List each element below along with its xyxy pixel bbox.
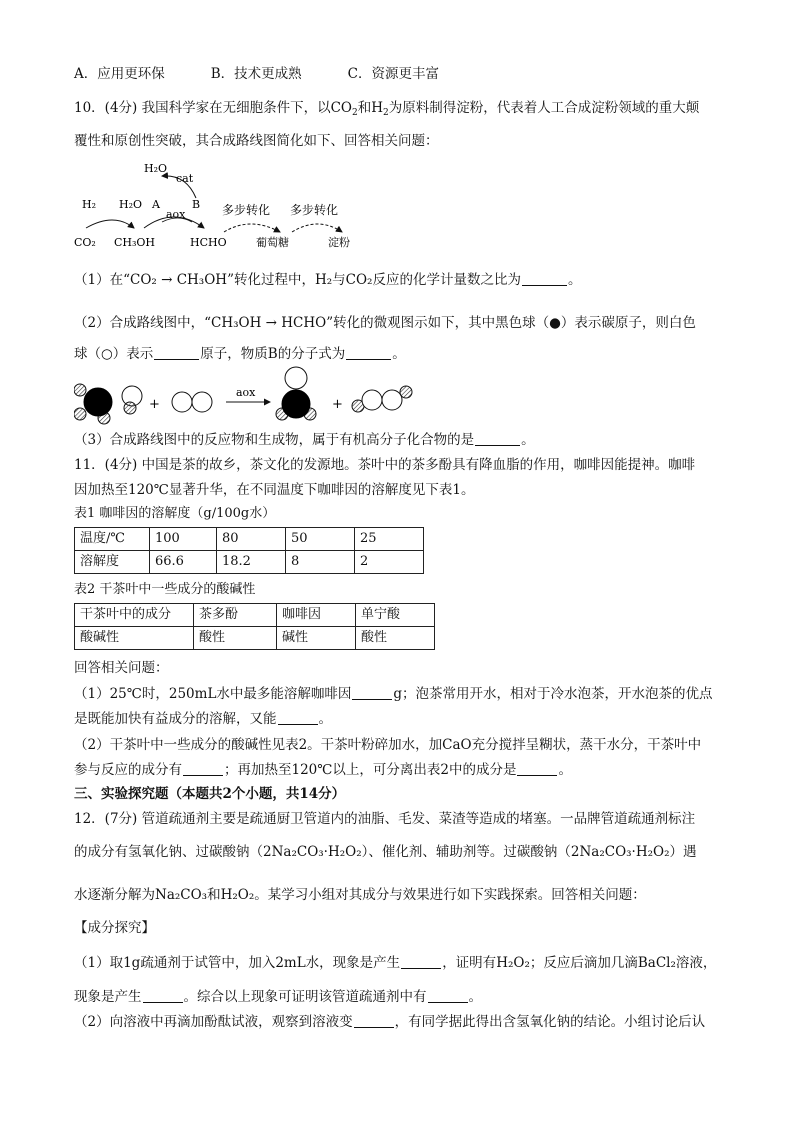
table-cell: 50 xyxy=(286,528,355,551)
table-cell: 酸性 xyxy=(356,627,435,650)
route-cat: cat xyxy=(176,172,194,185)
table2-caption: 表2 干茶叶中一些成分的酸碱性 xyxy=(74,582,256,597)
q11-sub1-line1: （1）25℃时，250mL水中最多能溶解咖啡因 g；泡茶常用开水，相对于冷水泡茶，开水泡茶的优点 xyxy=(74,686,713,702)
route-starch: 淀粉 xyxy=(328,236,350,249)
q11-sub1-line2: 是既能加快有益成分的溶解，又能 。 xyxy=(74,711,332,727)
route-h2o-top: H₂O xyxy=(144,162,168,175)
route-ch3oh: CH₃OH xyxy=(114,236,156,249)
answer-blank[interactable] xyxy=(352,685,392,700)
route-hcho: HCHO xyxy=(190,236,227,249)
table-cell: 18.2 xyxy=(217,551,286,574)
route-b: B xyxy=(192,198,201,211)
q12-line2: 的成分有氢氧化钠、过碳酸钠（2Na₂CO₃·H₂O₂）、催化剂、辅助剂等。过碳酸钠（2Na₂CO₃·H₂O₂）遇 xyxy=(74,844,697,860)
table-row xyxy=(75,604,435,627)
q10-sub2-line1: （2）合成路线图中，“CH₃OH → HCHO”转化的微观图示如下，其中黑色球（●）表示碳原子，则白色 xyxy=(74,315,696,331)
q11-sub2-line2: 参与反应的成分有 ；再加热至120℃以上，可分离出表2中的成分是 。 xyxy=(74,762,572,778)
answer-blank[interactable] xyxy=(401,954,441,969)
table-cell: 80 xyxy=(217,528,286,551)
table-row xyxy=(75,528,424,551)
methanol-molecule xyxy=(74,384,142,424)
answer-blank[interactable] xyxy=(428,988,468,1003)
route-h2o: H₂O xyxy=(119,198,143,211)
route-glucose: 葡萄糖 xyxy=(256,236,289,249)
q10-sub3: （3）合成路线图中的反应物和生成物，属于有机高分子化合物的是 。 xyxy=(74,432,535,448)
q10-sub1: （1）在“CO₂ → CH₃OH”转化过程中，H₂与CO₂反应的化学计量数之比为 。 xyxy=(74,272,582,288)
acidity-table xyxy=(74,603,435,650)
table-cell: 干茶叶中的成分 xyxy=(75,604,194,627)
hydrogen-peroxide-molecule xyxy=(352,386,412,412)
answer-blank[interactable] xyxy=(183,761,223,776)
answer-blank[interactable] xyxy=(278,710,318,725)
table-cell: 25 xyxy=(355,528,424,551)
route-aox: aox xyxy=(166,208,186,221)
table-cell: 66.6 xyxy=(150,551,217,574)
micro-plus-2: + xyxy=(332,397,343,412)
q11-answer-intro: 回答相关问题： xyxy=(74,660,169,676)
table-cell: 8 xyxy=(286,551,355,574)
micro-aox: aox xyxy=(236,386,256,399)
q10-line2: 覆性和原创性突破，其合成路线图简化如下、回答相关问题： xyxy=(74,133,439,149)
solubility-table xyxy=(74,527,424,574)
table-row xyxy=(75,551,424,574)
table-cell: 温度/℃ xyxy=(75,528,150,551)
option-c: C．资源更丰富 xyxy=(347,66,440,82)
synthesis-route-diagram xyxy=(74,156,374,252)
answer-blank[interactable] xyxy=(154,345,199,360)
q12-line3: 水逐渐分解为Na₂CO₃和H₂O₂。某学习小组对其成分与效果进行如下实践探索。回答相关问题： xyxy=(74,887,646,903)
molecule-micro-diagram xyxy=(74,366,414,428)
q10-line1: 10．(4分) 我国科学家在无细胞条件下，以$CO_2$和$H_2$为原料制得淀粉，代表着人工合成淀粉领域的重大颠 xyxy=(74,100,700,118)
q10-sub2-line2: 球（○）表示 原子，物质B的分子式为 。 xyxy=(74,346,406,362)
option-a: A．应用更环保 xyxy=(74,66,165,82)
answer-blank[interactable] xyxy=(346,345,391,360)
answer-blank[interactable] xyxy=(522,271,567,286)
route-co2: CO₂ xyxy=(74,236,96,249)
q12-sub2-line1: （2）向溶液中再滴加酚酞试液，观察到溶液变 ，有同学据此得出含氢氧化钠的结论。小组讨论后认 xyxy=(74,1014,706,1030)
table-cell: 溶解度 xyxy=(75,551,150,574)
table-row xyxy=(75,627,435,650)
route-a: A xyxy=(152,198,160,211)
answer-blank[interactable] xyxy=(143,988,183,1003)
table-cell: 酸性 xyxy=(194,627,277,650)
q12-heading: 【成分探究】 xyxy=(74,920,155,936)
section-heading: 三、实验探究题（本题共2个小题，共14分） xyxy=(74,786,346,802)
answer-blank[interactable] xyxy=(354,1013,394,1028)
route-step2: 多步转化 xyxy=(290,203,339,217)
q11-line2: 因加热至120℃显著升华，在不同温度下咖啡因的溶解度见下表1。 xyxy=(74,482,475,498)
q12-sub1-line1: （1）取1g疏通剂于试管中，加入2mL水，现象是产生 ，证明有H₂O₂；反应后滴加几滴BaCl₂溶液， xyxy=(74,955,717,971)
table-cell: 酸碱性 xyxy=(75,627,194,650)
table-cell: 100 xyxy=(150,528,217,551)
q11-line1: 11．(4分) 中国是茶的故乡，茶文化的发源地。茶叶中的茶多酚具有降血脂的作用，咖啡因能提神。咖啡 xyxy=(74,457,696,473)
options-row xyxy=(74,64,485,84)
table-cell: 咖啡因 xyxy=(277,604,356,627)
table-cell: 茶多酚 xyxy=(194,604,277,627)
micro-plus-1: + xyxy=(149,397,160,412)
q11-sub2-line1: （2）干茶叶中一些成分的酸碱性见表2。干茶叶粉碎加水，加CaO充分搅拌呈糊状，蒸干水分，干茶叶中 xyxy=(74,737,702,753)
oxygen-molecule xyxy=(172,392,212,412)
answer-blank[interactable] xyxy=(517,761,557,776)
table-cell: 碱性 xyxy=(277,627,356,650)
table-cell: 2 xyxy=(355,551,424,574)
answer-blank[interactable] xyxy=(475,431,520,446)
q12-sub1-line2: 现象是产生 。综合以上现象可证明该管道疏通剂中有 。 xyxy=(74,989,482,1005)
q12-line1: 12．(7分) 管道疏通剂主要是疏通厨卫管道内的油脂、毛发、菜渣等造成的堵塞。一品牌管道疏通剂标注 xyxy=(74,811,696,827)
route-step1: 多步转化 xyxy=(222,203,271,217)
route-h2: H₂ xyxy=(82,198,97,211)
option-b: B．技术更成熟 xyxy=(210,66,302,82)
table1-caption: 表1 咖啡因的溶解度（g/100g水） xyxy=(74,506,276,521)
table-cell: 单宁酸 xyxy=(356,604,435,627)
formaldehyde-molecule xyxy=(276,367,316,420)
